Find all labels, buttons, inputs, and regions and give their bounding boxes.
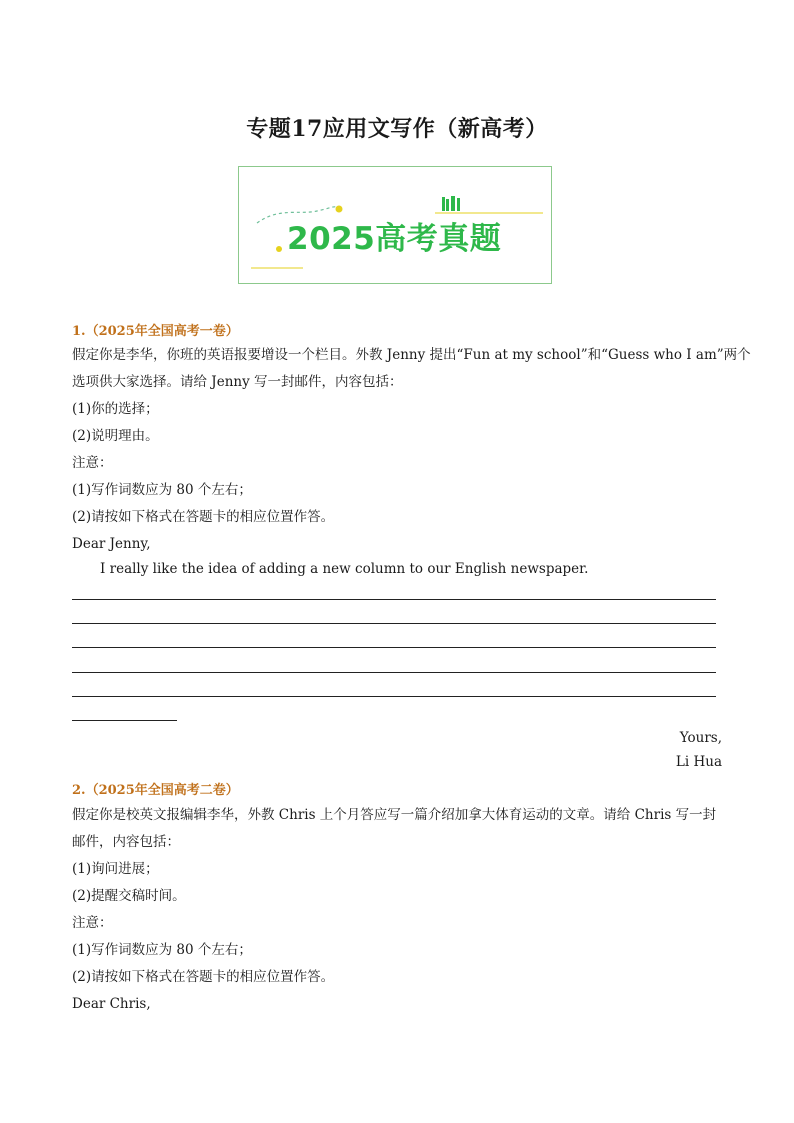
question-1-line: (1)写作词数应为 80 个左右； bbox=[72, 482, 252, 498]
question-2-heading: 2.（2025年全国高考二卷） bbox=[72, 783, 239, 798]
question-1-line: 假定你是李华，你班的英语报要增设一个栏目。外教 Jenny 提出“Fun at my school”和“Guess who I am”两个 bbox=[72, 347, 751, 363]
question-1-line: 选项供大家选择。请给 Jenny 写一封邮件，内容包括： bbox=[72, 374, 403, 390]
question-1-line: (1)你的选择； bbox=[72, 401, 159, 417]
closing-yours: Yours, bbox=[679, 730, 722, 746]
question-1-salutation: Dear Jenny, bbox=[72, 536, 151, 552]
book-icon bbox=[442, 196, 460, 211]
question-2-line: (1)询问进展； bbox=[72, 861, 159, 877]
answer-line bbox=[72, 647, 716, 648]
answer-line bbox=[72, 599, 716, 600]
question-1-line: 注意： bbox=[72, 455, 113, 471]
question-1-line: (2)说明理由。 bbox=[72, 428, 159, 444]
question-2-line: (1)写作词数应为 80 个左右； bbox=[72, 942, 252, 958]
question-1-line: (2)请按如下格式在答题卡的相应位置作答。 bbox=[72, 509, 335, 525]
question-1-opening: I really like the idea of adding a new column to our English newspaper. bbox=[100, 561, 589, 577]
question-2-line: 注意： bbox=[72, 915, 113, 931]
answer-line bbox=[72, 696, 716, 697]
question-1-heading: 1.（2025年全国高考一卷） bbox=[72, 324, 239, 339]
banner-title: 2025高考真题 bbox=[287, 221, 502, 257]
question-2-salutation: Dear Chris, bbox=[72, 996, 151, 1012]
closing-signature: Li Hua bbox=[675, 754, 722, 770]
question-2-line: 假定你是校英文报编辑李华，外教 Chris 上个月答应写一篇介绍加拿大体育运动的文章。请给 Chris 写一封 bbox=[72, 807, 717, 823]
answer-line bbox=[72, 672, 716, 673]
answer-line bbox=[72, 720, 177, 721]
page-title: 专题17应用文写作（新高考） bbox=[246, 116, 548, 142]
question-2-line: 邮件，内容包括： bbox=[72, 834, 180, 850]
banner bbox=[238, 166, 552, 284]
question-2-line: (2)提醒交稿时间。 bbox=[72, 888, 186, 904]
answer-line bbox=[72, 623, 716, 624]
question-2-line: (2)请按如下格式在答题卡的相应位置作答。 bbox=[72, 969, 335, 985]
